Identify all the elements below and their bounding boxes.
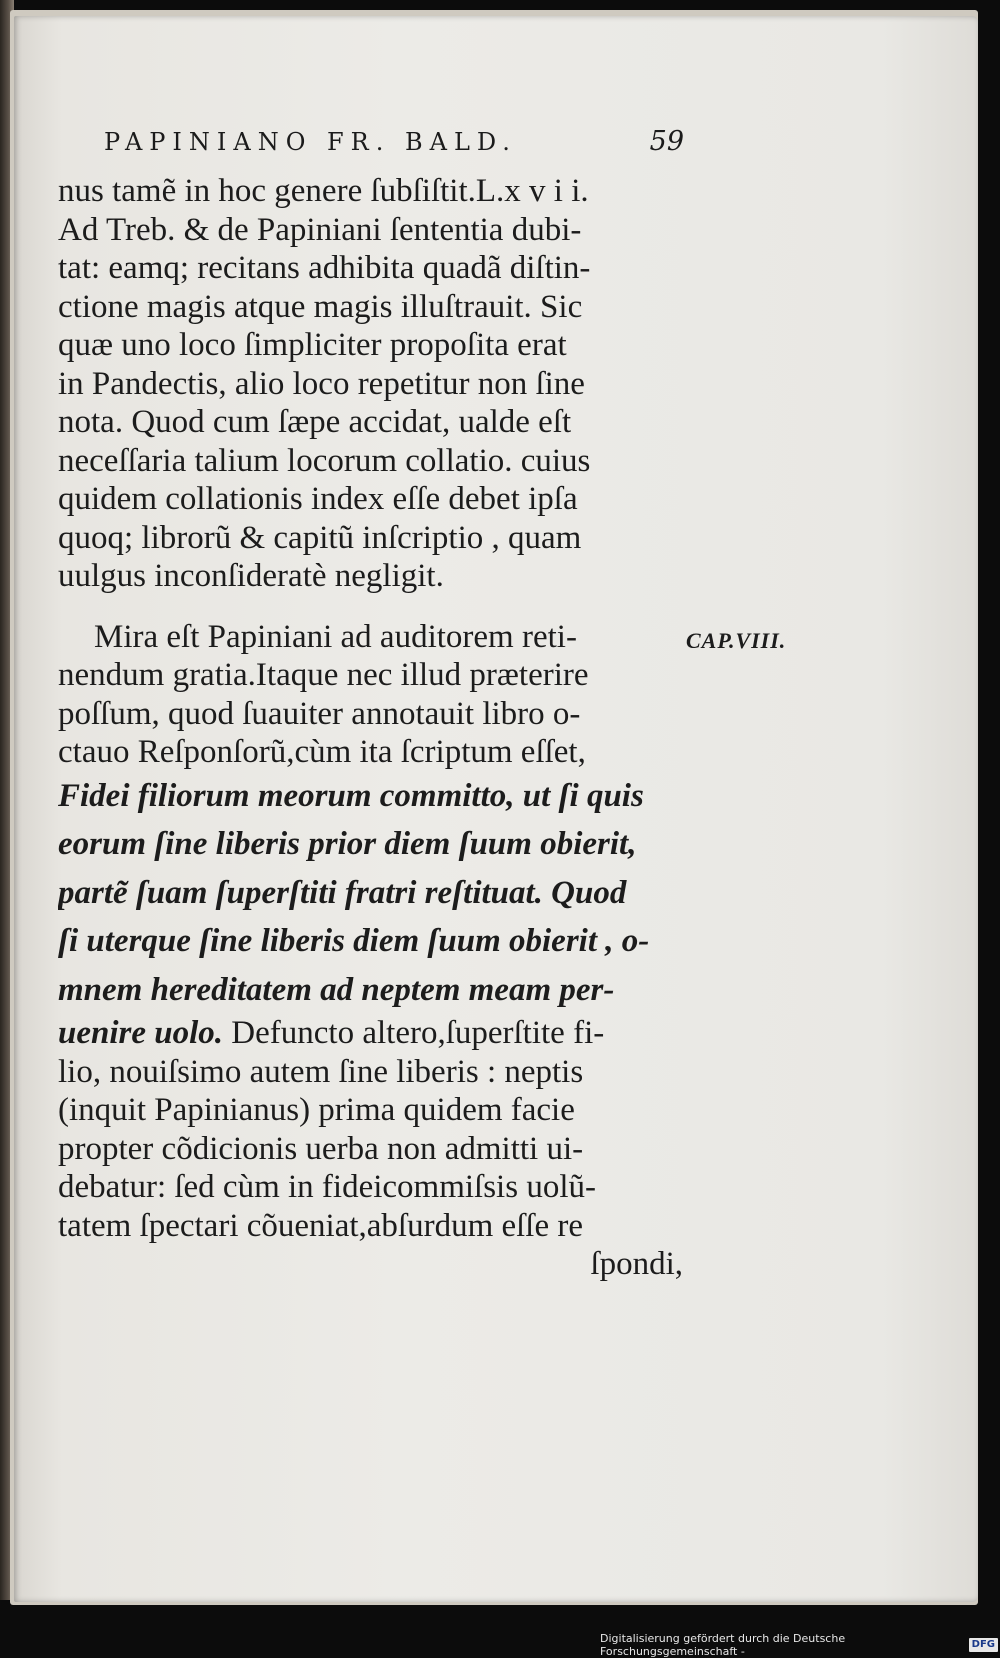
running-head bbox=[104, 126, 684, 157]
quotation-line: mnem hereditatem ad neptem meam per- bbox=[58, 971, 615, 1008]
credit-text: Digitalisierung gefördert durch die Deutsche Forschungsgemeinschaft - bbox=[600, 1632, 846, 1658]
page-number: 59 bbox=[649, 126, 684, 157]
marginal-note: CAP.VIII. bbox=[686, 628, 787, 653]
text-line: Mira eſt Papiniani ad auditorem reti- bbox=[94, 618, 577, 655]
text-line: poſſum, quod ſuauiter annotauit libro o- bbox=[58, 695, 581, 732]
text-line: (inquit Papinianus) prima quidem facie bbox=[58, 1092, 575, 1128]
quotation-line: Fidei filiorum meorum committo, ut ſi quis bbox=[58, 777, 644, 814]
quotation-end: uenire uolo. bbox=[58, 1015, 224, 1051]
quotation-line: partẽ ſuam ſuperſtiti fratri reſtituat. Quod bbox=[58, 874, 627, 911]
text-line: debatur: ſed cùm in fideicommiſsis uolũ- bbox=[58, 1169, 596, 1205]
text-line: uulgus inconſideratè negligit. bbox=[58, 558, 444, 594]
text-line: ctione magis atque magis illuſtrauit. Sic bbox=[58, 288, 583, 325]
paragraph-1 bbox=[58, 172, 683, 596]
text-line: Ad Treb. & de Papiniani ſententia dubi- bbox=[58, 211, 582, 248]
text-line: quoq; librorũ & capitũ inſcriptio , quam bbox=[58, 519, 582, 556]
dfg-logo: DFG bbox=[969, 1638, 998, 1652]
digitization-credit bbox=[600, 1632, 998, 1658]
running-head-title: PAPINIANO FR. BALD. bbox=[104, 128, 517, 156]
text-line: nus tamẽ in hoc genere ſubſiſtit.L.x v i i. bbox=[58, 173, 589, 209]
body-text bbox=[58, 172, 683, 1284]
mixed-line bbox=[58, 1014, 683, 1053]
text-line: tat: eamq; recitans adhibita quadã diſtin- bbox=[58, 250, 591, 286]
text-line: propter cõdicionis uerba non admitti ui- bbox=[58, 1130, 584, 1167]
quotation-line: eorum ſine liberis prior diem ſuum obierit, bbox=[58, 826, 637, 862]
text-line: quidem collationis index eſſe debet ipſa bbox=[58, 481, 578, 517]
paragraph-gap bbox=[58, 596, 683, 618]
text-line: neceſſaria talium locorum collatio. cuius bbox=[58, 442, 591, 479]
text-line: tatem ſpectari cõueniat,abſurdum eſſe re bbox=[58, 1207, 584, 1244]
text-line: nota. Quod cum ſæpe accidat, ualde eſt bbox=[58, 404, 572, 440]
text-line: in Pandectis, alio loco repetitur non ſine bbox=[58, 365, 585, 402]
text-line: lio, nouiſsimo autem ſine liberis : neptis bbox=[58, 1053, 584, 1090]
paragraph-2 bbox=[58, 618, 683, 1284]
text-segment: Defuncto altero,ſuperſtite fi- bbox=[223, 1015, 605, 1051]
quotation-line: ſi uterque ſine liberis diem ſuum obierit , o- bbox=[58, 923, 650, 959]
text-line: nendum gratia.Itaque nec illud præterire bbox=[58, 657, 589, 693]
text-line: ctauo Reſponſorũ,cùm ita ſcriptum eſſet, bbox=[58, 734, 586, 770]
book-page bbox=[14, 16, 978, 1602]
catchword: ſpondi, bbox=[590, 1246, 683, 1282]
text-line: quæ uno loco ſimpliciter propoſita erat bbox=[58, 327, 567, 363]
